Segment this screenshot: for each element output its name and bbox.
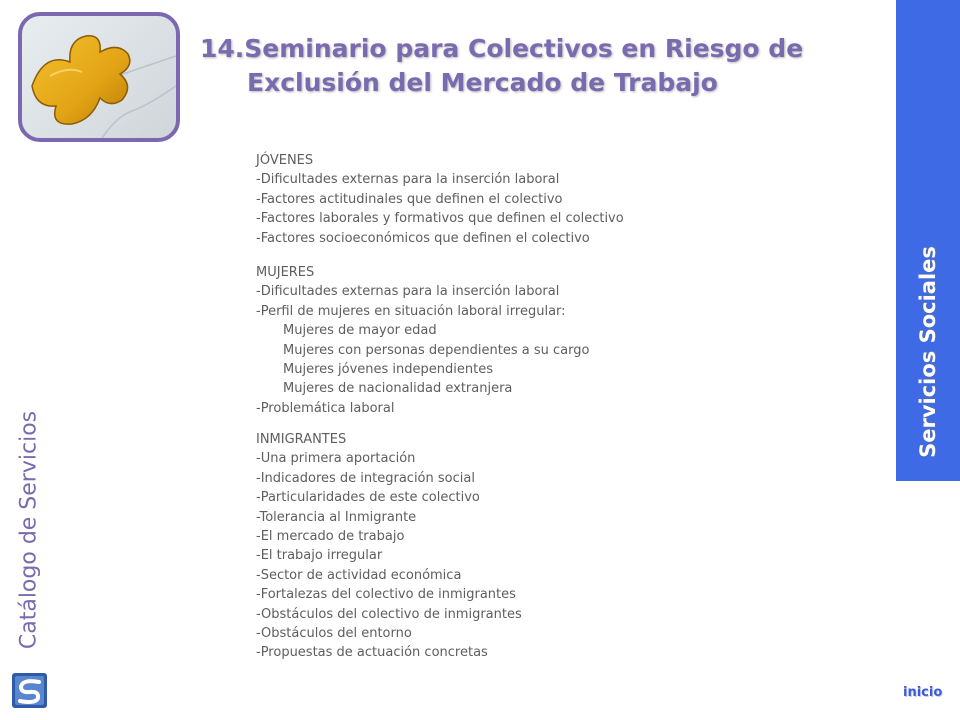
list-subitem: Mujeres de nacionalidad extranjera bbox=[283, 381, 513, 397]
page-title-line-1: 14.Seminario para Colectivos en Riesgo de bbox=[200, 34, 804, 63]
section-spacer bbox=[256, 418, 856, 430]
list-item: -Una primera aportación bbox=[256, 451, 416, 467]
list-item: -Factores socioeconómicos que definen el colectivo bbox=[256, 230, 590, 246]
seminar-content bbox=[256, 151, 856, 663]
list-item: -Indicadores de integración social bbox=[256, 470, 475, 486]
section-spacer bbox=[256, 248, 856, 263]
list-item: -Dificultades externas para la inserción laboral bbox=[256, 172, 560, 188]
page-title bbox=[200, 32, 860, 100]
list-item: -Dificultades externas para la inserción laboral bbox=[256, 284, 560, 300]
list-item: -Perfil de mujeres en situación laboral irregular: bbox=[256, 303, 566, 319]
list-subitem: Mujeres con personas dependientes a su cargo bbox=[283, 342, 590, 358]
list-item: -Propuestas de actuación concretas bbox=[256, 645, 488, 661]
list-item: -Factores actitudinales que definen el colectivo bbox=[256, 191, 563, 207]
list-item: -El mercado de trabajo bbox=[256, 529, 405, 545]
list-item: -Tolerancia al Inmigrante bbox=[256, 509, 417, 525]
list-subitem: Mujeres jóvenes independientes bbox=[283, 361, 493, 377]
list-item: -Fortalezas del colectivo de inmigrantes bbox=[256, 587, 516, 603]
list-item: -Factores laborales y formativos que definen el colectivo bbox=[256, 211, 624, 227]
home-link[interactable]: inicio bbox=[903, 685, 943, 700]
section-heading-inmigrantes: INMIGRANTES bbox=[256, 432, 347, 448]
list-item: -Problemática laboral bbox=[256, 400, 395, 416]
puzzle-piece-icon bbox=[22, 16, 176, 138]
section-heading-jovenes: JÓVENES bbox=[256, 153, 314, 168]
catalog-label: Catálogo de Servicios bbox=[16, 410, 42, 650]
list-item: -Particularidades de este colectivo bbox=[256, 490, 480, 506]
section-heading-mujeres: MUJERES bbox=[256, 264, 315, 280]
list-subitem: Mujeres de mayor edad bbox=[283, 323, 437, 339]
page-title-line-2: Exclusión del Mercado de Trabajo bbox=[247, 68, 718, 97]
category-label: Servicios Sociales bbox=[916, 246, 940, 458]
puzzle-piece-image bbox=[18, 12, 180, 142]
list-item: -Sector de actividad económica bbox=[256, 567, 462, 583]
list-item: -El trabajo irregular bbox=[256, 548, 383, 564]
company-logo-icon bbox=[12, 673, 47, 708]
list-item: -Obstáculos del entorno bbox=[256, 625, 412, 641]
list-item: -Obstáculos del colectivo de inmigrantes bbox=[256, 606, 522, 622]
